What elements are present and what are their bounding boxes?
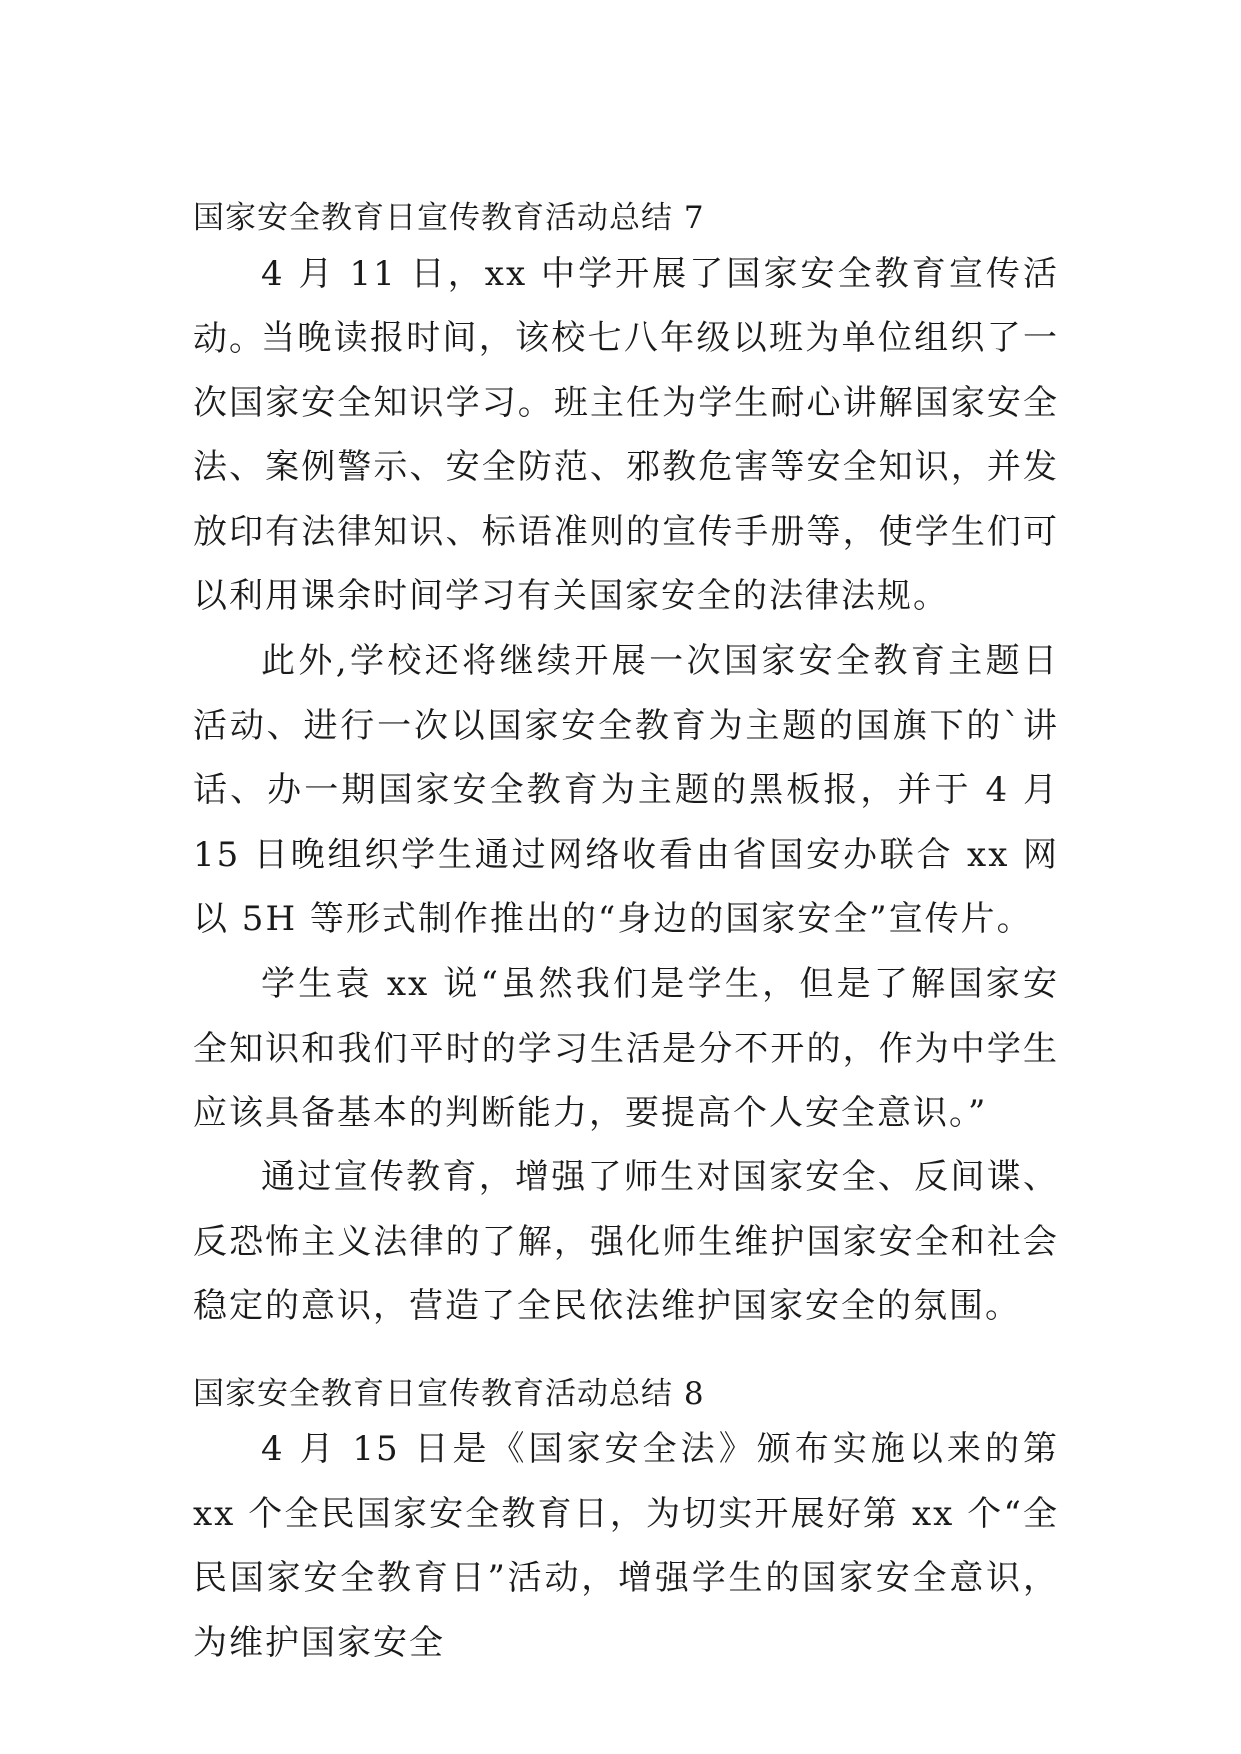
- section-title: 国家安全教育日宣传教育活动总结 7: [193, 200, 705, 236]
- paragraph: 通过宣传教育，增强了师生对国家安全、反间谍、反恐怖主义法律的了解，强化师生维护国家安全和社会稳定的意识，营造了全民依法维护国家安全的氛围。: [193, 1157, 1059, 1326]
- paragraph: 4 月 11 日，xx 中学开展了国家安全教育宣传活动。: [193, 254, 1059, 359]
- paragraph: 此外,学校还将继续开展一次国家安全教育主题日活动、进行一次以国家安全教育为主题的国旗下的`讲话、办一期国家安全教育为主题的黑板报，并于 4 月 15 日晚组织学生通过网络收看由省国安办联合 xx 网以 5H 等形式制作推出的“身边的国家安全”宣传片。: [193, 641, 1059, 939]
- paragraph: 4 月 15 日是《国家安全法》颁布实施以来的第 xx 个全民国家安全教育日，为切实开展好第 xx 个“全民国家安全教育日”活动，增强学生的国家安全意识，为维护国家安全: [193, 1429, 1059, 1663]
- paragraph: 当晚读报时间，该校七八年级以班为单位组织了一次国家安全知识学习。班主任为学生耐心讲解国家安全法、案例警示、安全防范、邪教危害等安全知识，并发放印有法律知识、标语准则的宣传手册等，使学生们可以利用课余时间学习有关国家安全的法律法规。: [193, 318, 1059, 616]
- section-title: 国家安全教育日宣传教育活动总结 8: [193, 1376, 705, 1412]
- paragraph: 学生袁 xx 说“虽然我们是学生，但是了解国家安全知识和我们平时的学习生活是分不开的，作为中学生应该具备基本的判断能力，要提高个人安全意识。”: [193, 964, 1059, 1133]
